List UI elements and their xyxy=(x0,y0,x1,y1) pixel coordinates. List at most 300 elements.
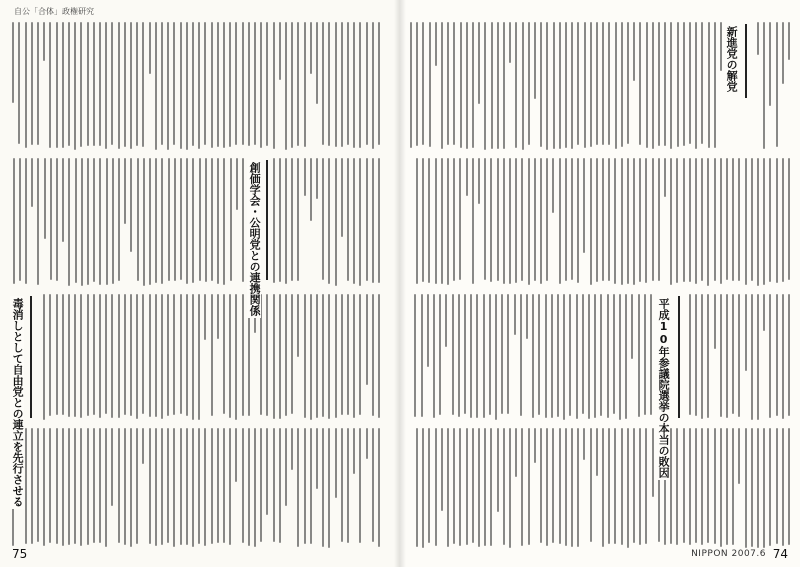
heading-rule xyxy=(745,24,747,98)
text-line xyxy=(726,158,728,280)
text-line xyxy=(501,294,503,414)
text-line xyxy=(229,294,231,418)
text-line xyxy=(571,22,573,149)
text-line xyxy=(242,158,244,282)
text-line xyxy=(106,158,108,285)
text-line xyxy=(503,428,505,545)
text-line xyxy=(638,294,640,417)
text-line xyxy=(211,22,213,148)
text-line xyxy=(136,22,138,146)
text-line xyxy=(619,294,621,420)
right-page xyxy=(400,0,800,567)
running-head: 自公「合体」政権研究 xyxy=(14,7,94,16)
text-line xyxy=(13,158,15,284)
text-line xyxy=(37,428,39,542)
text-line xyxy=(68,428,70,545)
text-line xyxy=(576,294,578,419)
text-line xyxy=(136,428,138,544)
text-line xyxy=(43,294,45,420)
text-line xyxy=(577,428,579,547)
text-line xyxy=(192,158,194,283)
text-line xyxy=(316,428,318,489)
text-line xyxy=(235,22,237,145)
text-line xyxy=(130,294,132,416)
text-line xyxy=(359,158,361,286)
text-line xyxy=(328,22,330,146)
text-line xyxy=(613,294,615,414)
text-line xyxy=(520,294,522,416)
text-line xyxy=(726,428,728,545)
text-line xyxy=(273,22,275,149)
text-line xyxy=(204,428,206,546)
text-line xyxy=(372,22,374,149)
text-line xyxy=(683,158,685,282)
text-line xyxy=(155,294,157,417)
text-line xyxy=(155,22,157,150)
text-line xyxy=(105,294,107,414)
text-line xyxy=(217,158,219,284)
text-line xyxy=(142,428,144,464)
text-line xyxy=(416,428,418,547)
text-line xyxy=(546,22,548,150)
text-line xyxy=(464,294,466,414)
text-line xyxy=(68,158,70,286)
right-body-text xyxy=(400,0,800,567)
text-line xyxy=(19,158,21,281)
text-line xyxy=(186,428,188,545)
text-line xyxy=(577,22,579,145)
text-line xyxy=(751,428,753,547)
text-line xyxy=(223,294,225,414)
text-line xyxy=(478,158,480,204)
text-line xyxy=(99,428,101,543)
text-line xyxy=(782,22,784,84)
text-line xyxy=(192,428,194,547)
text-line xyxy=(453,158,455,281)
text-line xyxy=(701,294,703,419)
text-line xyxy=(614,158,616,284)
text-line xyxy=(720,158,722,284)
text-line xyxy=(435,22,437,66)
text-line xyxy=(31,428,33,544)
text-line xyxy=(168,158,170,281)
text-line xyxy=(433,294,435,418)
text-line xyxy=(701,428,703,545)
text-line xyxy=(695,428,697,543)
text-line xyxy=(546,428,548,546)
text-line xyxy=(459,428,461,546)
text-line xyxy=(366,294,368,385)
text-line xyxy=(372,428,374,542)
text-line xyxy=(563,294,565,420)
text-line xyxy=(590,158,592,285)
text-line xyxy=(174,158,176,281)
text-line xyxy=(538,294,540,415)
text-line xyxy=(93,428,95,543)
text-line xyxy=(528,428,530,545)
text-line xyxy=(105,22,107,149)
text-line xyxy=(62,158,64,242)
text-line xyxy=(75,158,77,283)
text-line xyxy=(644,294,646,415)
text-line xyxy=(310,22,312,74)
text-line xyxy=(341,294,343,415)
text-line xyxy=(198,428,200,544)
text-line xyxy=(676,428,678,545)
heading-rule xyxy=(30,296,32,418)
text-line xyxy=(99,22,101,146)
text-line xyxy=(118,158,120,281)
text-line xyxy=(472,158,474,284)
text-line xyxy=(646,22,648,148)
page-number: 74 xyxy=(772,547,788,561)
text-line xyxy=(149,158,151,285)
text-line xyxy=(707,428,709,543)
text-line xyxy=(607,294,609,418)
text-line xyxy=(316,158,318,199)
text-line xyxy=(124,22,126,147)
text-line xyxy=(223,22,225,148)
text-line xyxy=(273,158,275,283)
text-line xyxy=(441,428,443,511)
text-line xyxy=(50,158,52,280)
text-line xyxy=(316,22,318,104)
text-line xyxy=(49,22,51,148)
text-line xyxy=(695,294,697,416)
text-line xyxy=(732,428,734,545)
text-line xyxy=(745,294,747,371)
text-line xyxy=(260,428,262,542)
text-line xyxy=(428,158,430,283)
text-line xyxy=(763,158,765,285)
text-line xyxy=(25,428,27,544)
text-line xyxy=(714,428,716,544)
text-line xyxy=(167,428,169,543)
text-line xyxy=(353,428,355,474)
text-line xyxy=(552,428,554,543)
text-line xyxy=(304,158,306,196)
text-line xyxy=(621,158,623,285)
text-line xyxy=(664,22,666,146)
text-line xyxy=(204,22,206,145)
text-line xyxy=(459,158,461,280)
text-line xyxy=(347,428,349,543)
text-line xyxy=(353,158,355,284)
text-line xyxy=(483,294,485,418)
text-line xyxy=(366,158,368,281)
text-line xyxy=(291,22,293,148)
section-heading-h10-election: 平成10年参議院選挙の本当の敗因 xyxy=(657,298,671,478)
text-line xyxy=(460,22,462,148)
text-line xyxy=(559,158,561,284)
text-line xyxy=(421,294,423,417)
text-line xyxy=(569,294,571,416)
text-line xyxy=(532,294,534,418)
text-line xyxy=(285,428,287,506)
text-line xyxy=(625,294,627,419)
text-line xyxy=(602,428,604,547)
page-number: 75 xyxy=(12,547,28,561)
text-line xyxy=(180,428,182,545)
text-line xyxy=(490,428,492,546)
text-line xyxy=(142,294,144,414)
text-line xyxy=(68,294,70,417)
text-line xyxy=(435,158,437,284)
text-line xyxy=(229,22,231,147)
text-line xyxy=(701,22,703,144)
text-line xyxy=(310,294,312,420)
text-line xyxy=(422,428,424,548)
text-line xyxy=(588,294,590,419)
text-line xyxy=(211,428,213,544)
text-line xyxy=(757,428,759,548)
text-line xyxy=(37,158,39,285)
text-line xyxy=(142,22,144,147)
text-line xyxy=(359,294,361,415)
text-line xyxy=(124,158,126,224)
text-line xyxy=(776,158,778,283)
text-line xyxy=(43,22,45,61)
text-line xyxy=(639,158,641,282)
text-line xyxy=(497,158,499,281)
text-line xyxy=(322,158,324,280)
text-line xyxy=(428,428,430,543)
text-line xyxy=(708,22,710,148)
text-line xyxy=(441,158,443,284)
text-line xyxy=(167,294,169,416)
text-line xyxy=(776,428,778,544)
text-line xyxy=(341,428,343,542)
text-line xyxy=(291,158,293,281)
text-line xyxy=(645,428,647,544)
text-line xyxy=(594,294,596,418)
text-line xyxy=(439,294,441,415)
text-line xyxy=(452,294,454,415)
text-line xyxy=(87,428,89,545)
text-line xyxy=(124,428,126,545)
text-line xyxy=(161,294,163,419)
text-line xyxy=(99,294,101,418)
text-line xyxy=(186,294,188,416)
text-line xyxy=(633,158,635,285)
text-line xyxy=(192,22,194,146)
text-line xyxy=(304,294,306,418)
text-line xyxy=(701,158,703,281)
text-line xyxy=(565,22,567,148)
text-line xyxy=(205,158,207,282)
text-line xyxy=(590,428,592,542)
text-line xyxy=(769,428,771,546)
text-line xyxy=(335,158,337,286)
text-line xyxy=(509,22,511,63)
text-line xyxy=(540,158,542,284)
text-line xyxy=(285,22,287,150)
text-line xyxy=(490,158,492,282)
text-line xyxy=(683,428,685,543)
text-line xyxy=(161,428,163,545)
text-line xyxy=(74,428,76,544)
text-line xyxy=(297,428,299,547)
text-line xyxy=(161,22,163,145)
text-line xyxy=(242,428,244,543)
text-line xyxy=(633,428,635,543)
text-line xyxy=(316,294,318,418)
text-line xyxy=(353,22,355,148)
text-line xyxy=(602,158,604,281)
text-line xyxy=(503,22,505,149)
text-line xyxy=(491,22,493,149)
text-line xyxy=(273,428,275,542)
text-line xyxy=(720,294,722,417)
text-line xyxy=(180,294,182,414)
text-line xyxy=(43,428,45,546)
text-line xyxy=(497,428,499,512)
text-line xyxy=(738,158,740,281)
text-line xyxy=(99,158,101,285)
text-line xyxy=(143,158,145,286)
text-line xyxy=(322,22,324,145)
text-line xyxy=(273,294,275,419)
text-line xyxy=(80,428,82,546)
text-line xyxy=(359,22,361,148)
text-line xyxy=(112,158,114,284)
text-line xyxy=(689,294,691,415)
text-line xyxy=(732,294,734,414)
text-line xyxy=(328,294,330,419)
text-line xyxy=(658,158,660,281)
text-line xyxy=(322,294,324,417)
text-line xyxy=(322,428,324,547)
text-line xyxy=(695,22,697,149)
text-line xyxy=(217,22,219,147)
text-line xyxy=(242,294,244,416)
text-line xyxy=(297,22,299,146)
text-line xyxy=(596,22,598,145)
text-line xyxy=(726,294,728,418)
text-line xyxy=(285,294,287,416)
text-line xyxy=(347,294,349,415)
text-line xyxy=(565,428,567,546)
text-line xyxy=(87,294,89,416)
text-line xyxy=(266,22,268,146)
text-line xyxy=(230,158,232,281)
text-line xyxy=(180,158,182,280)
text-line xyxy=(211,294,213,416)
text-line xyxy=(583,428,585,460)
text-line xyxy=(714,294,716,349)
text-line xyxy=(484,428,486,546)
text-line xyxy=(769,22,771,106)
text-line xyxy=(472,22,474,148)
text-line xyxy=(631,294,633,359)
text-line xyxy=(62,22,64,148)
text-line xyxy=(378,428,380,547)
text-line xyxy=(149,428,151,544)
text-line xyxy=(304,428,306,544)
text-line xyxy=(652,428,654,497)
text-line xyxy=(515,158,517,283)
text-line xyxy=(304,22,306,147)
text-line xyxy=(111,294,113,418)
text-line xyxy=(782,428,784,546)
text-line xyxy=(173,22,175,145)
text-line xyxy=(87,158,89,285)
text-line xyxy=(515,428,517,477)
text-line xyxy=(745,428,747,548)
book-gutter xyxy=(394,0,406,567)
text-line xyxy=(372,294,374,416)
text-line xyxy=(137,158,139,281)
text-line xyxy=(378,158,380,283)
text-line xyxy=(534,158,536,281)
text-line xyxy=(720,428,722,547)
text-line xyxy=(353,294,355,418)
text-line xyxy=(545,294,547,418)
text-line xyxy=(776,294,778,416)
text-line xyxy=(751,158,753,281)
text-line xyxy=(557,294,559,417)
text-line xyxy=(56,158,58,281)
text-line xyxy=(80,294,82,418)
text-line xyxy=(328,158,330,284)
text-line xyxy=(788,294,790,416)
text-line xyxy=(427,294,429,367)
text-line xyxy=(18,22,20,144)
text-line xyxy=(198,22,200,149)
text-line xyxy=(378,294,380,418)
text-line xyxy=(466,22,468,149)
text-line xyxy=(173,428,175,547)
text-line xyxy=(136,294,138,419)
text-line xyxy=(470,294,472,418)
text-line xyxy=(466,158,468,196)
text-line xyxy=(738,294,740,417)
text-line xyxy=(670,158,672,285)
text-line xyxy=(186,22,188,150)
text-line xyxy=(534,428,536,463)
text-line xyxy=(56,428,58,544)
text-line xyxy=(242,22,244,145)
heading-rule xyxy=(678,296,680,418)
text-line xyxy=(347,22,349,145)
text-line xyxy=(738,428,740,484)
text-line xyxy=(515,22,517,148)
text-line xyxy=(521,158,523,281)
text-line xyxy=(565,158,567,281)
text-line xyxy=(410,22,412,148)
text-line xyxy=(584,22,586,148)
text-line xyxy=(559,428,561,544)
text-line xyxy=(74,22,76,150)
text-line xyxy=(707,294,709,418)
section-heading-shinshinto: 新進党の解党 xyxy=(725,26,739,92)
text-line xyxy=(788,158,790,280)
text-line xyxy=(192,294,194,420)
text-line xyxy=(621,22,623,147)
text-line xyxy=(707,158,709,286)
text-line xyxy=(514,294,516,335)
text-line xyxy=(25,158,27,284)
heading-rule xyxy=(266,160,268,280)
text-line xyxy=(689,158,691,282)
text-line xyxy=(528,158,530,285)
text-line xyxy=(495,294,497,420)
text-line xyxy=(745,158,747,285)
text-line xyxy=(229,428,231,545)
text-line xyxy=(279,22,281,80)
text-line xyxy=(31,22,33,145)
text-line xyxy=(497,22,499,149)
